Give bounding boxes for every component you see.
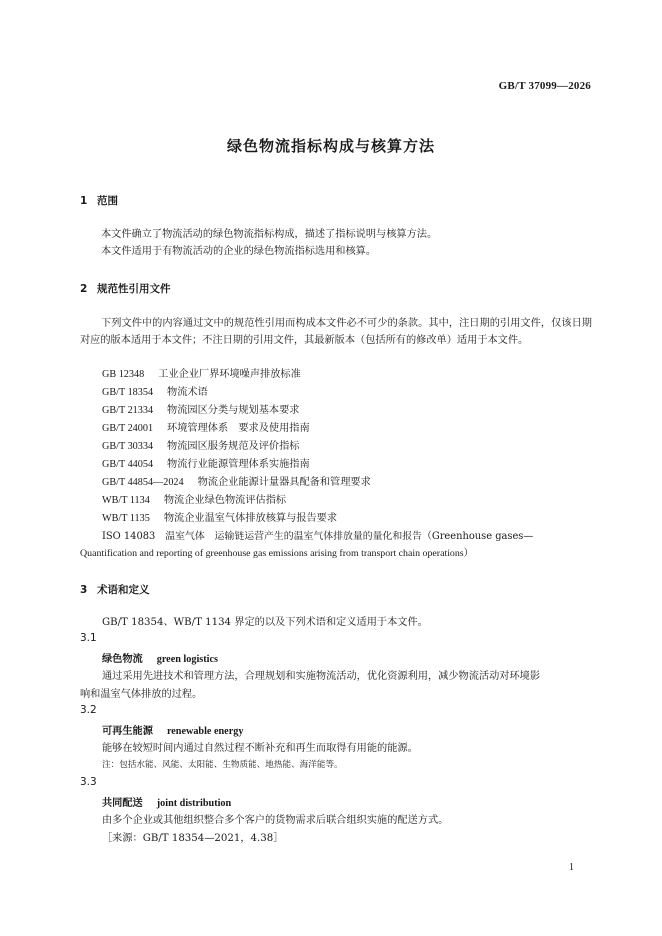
reference-item [102, 402, 592, 419]
term-zh: 共同配送 [102, 798, 143, 809]
reference-code: GB/T 21334 [102, 405, 154, 416]
reference-title: 工业企业厂界环境噪声排放标准 [158, 369, 301, 380]
term-heading [102, 650, 218, 665]
reference-code: GB 12348 [102, 369, 145, 380]
document-title: 绿色物流指标构成与核算方法 [226, 137, 435, 155]
section-title: 范围 [97, 195, 118, 207]
term-en: joint distribution [156, 798, 232, 809]
normative-refs-intro: 下列文件中的内容通过文中的规范性引用而构成本文件必不可少的条款。其中，注日期的引用文件，仅该日期对应的版本适用于本文件；不注日期的引用文件，其最新版本（包括所有的修改单）适用于本文件。 [80, 318, 592, 346]
section-number: 3 [80, 584, 88, 596]
term-definition: 能够在较短时间内通过自然过程不断补充和再生而取得有用能的能源。 [102, 743, 418, 754]
terms-intro: GB/T 18354、WB/T 1134 界定的以及下列术语和定义适用于本文件。 [102, 617, 428, 628]
section-heading-scope [80, 193, 118, 208]
reference-title: 物流园区分类与规划基本要求 [167, 405, 300, 416]
term-definition: 由多个企业或其他组织整合多个客户的货物需求后联合组织实施的配送方式。 [102, 815, 449, 826]
page-number: 1 [569, 862, 574, 873]
iso-reference-line-1: ISO 14083 温室气体 运输链运营产生的温室气体排放量的量化和报告（Greenhouse gases— [102, 531, 534, 542]
reference-item [102, 510, 592, 527]
term-definition-line-2: 响和温室气体排放的过程。 [80, 689, 203, 700]
reference-item [102, 366, 592, 383]
term-en: green logistics [156, 654, 218, 665]
term-heading [102, 794, 231, 809]
reference-item [102, 456, 592, 473]
section-heading-normative-refs [80, 281, 171, 296]
term-source: ［来源：GB/T 18354—2021，4.38］ [102, 833, 284, 844]
reference-code: GB/T 24001 [102, 423, 154, 434]
scope-paragraph-2: 本文件适用于有物流活动的企业的绿色物流指标选用和核算。 [101, 246, 377, 257]
reference-item [102, 492, 592, 509]
reference-code: GB/T 18354 [102, 387, 154, 398]
term-number: 3.1 [80, 632, 97, 644]
term-zh: 绿色物流 [102, 654, 143, 665]
reference-code: GB/T 30334 [102, 441, 154, 452]
term-number: 3.3 [80, 776, 97, 788]
reference-code: GB/T 44054 [102, 459, 154, 470]
term-en: renewable energy [166, 726, 244, 737]
section-heading-terms [80, 582, 150, 597]
term-number: 3.2 [80, 704, 97, 716]
section-number: 2 [80, 283, 88, 295]
reference-item [102, 438, 592, 455]
term-note: 注：包括水能、风能、太阳能、生物质能、地热能、海洋能等。 [102, 760, 343, 770]
reference-code: WB/T 1135 [102, 513, 150, 524]
reference-title: 物流术语 [167, 387, 208, 398]
reference-title: 物流企业绿色物流评估指标 [163, 495, 287, 506]
section-title: 规范性引用文件 [97, 283, 171, 295]
iso-reference-line-2: Quantification and reporting of greenhouse gas emissions arising from transport chain operations） [80, 548, 474, 559]
reference-code: WB/T 1134 [102, 495, 150, 506]
reference-item [102, 474, 592, 491]
reference-title: 环境管理体系 要求及使用指南 [167, 423, 310, 434]
reference-item [102, 384, 592, 401]
reference-title: 物流园区服务规范及评价指标 [167, 441, 300, 452]
term-zh: 可再生能源 [102, 726, 153, 737]
term-heading [102, 722, 243, 737]
section-number: 1 [80, 195, 88, 207]
reference-title: 物流企业能源计量器具配备和管理要求 [197, 477, 371, 488]
standard-code: GB/T 37099—2026 [498, 80, 591, 92]
term-definition-line-1: 通过采用先进技术和管理方法，合理规划和实施物流活动，优化资源利用，减少物流活动对环境影 [102, 671, 541, 682]
reference-code: GB/T 44854—2024 [102, 477, 184, 488]
section-title: 术语和定义 [97, 584, 150, 596]
scope-paragraph-1: 本文件确立了物流活动的绿色物流指标构成，描述了指标说明与核算方法。 [101, 229, 438, 240]
reference-title: 物流行业能源管理体系实施指南 [167, 459, 310, 470]
reference-title: 物流企业温室气体排放核算与报告要求 [163, 513, 338, 524]
reference-item [102, 420, 592, 437]
